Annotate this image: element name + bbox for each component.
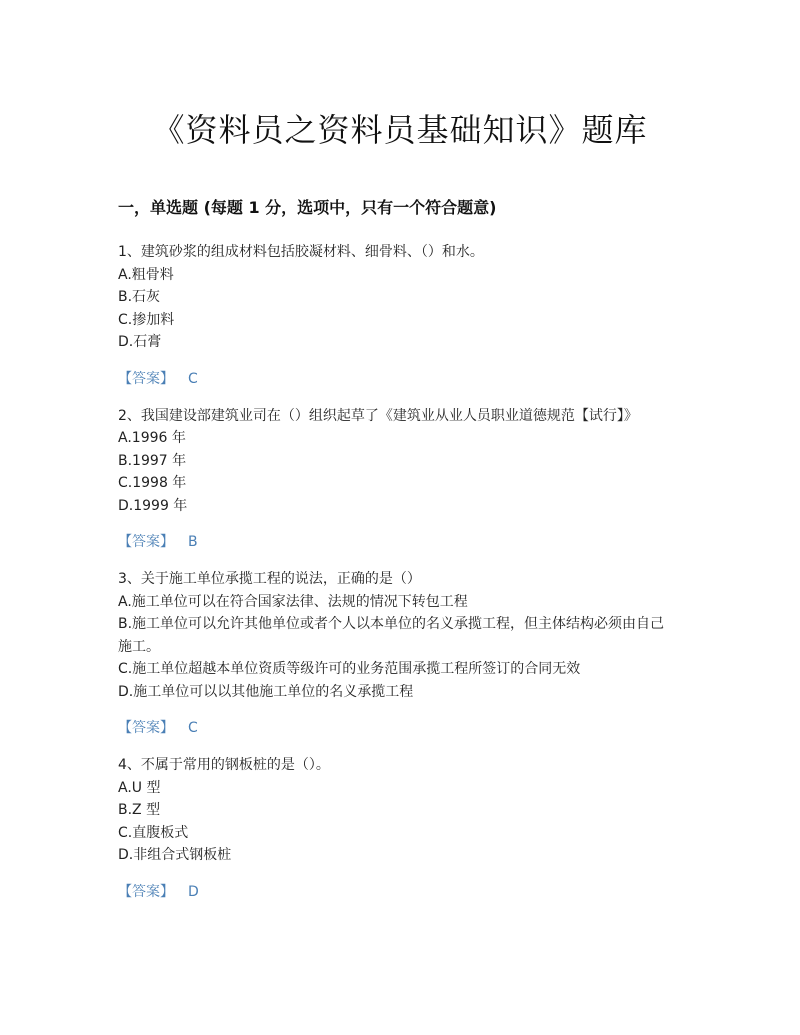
question-option: B.1997 年	[118, 452, 187, 469]
answer-line	[118, 881, 698, 903]
answer-value: C	[188, 720, 198, 736]
question-option: D.石膏	[118, 334, 162, 350]
question-option: A.施工单位可以在符合国家法律、法规的情况下转包工程	[118, 593, 468, 610]
section-heading: 一，单选题 (每题 1 分，选项中，只有一个符合题意)	[118, 198, 497, 217]
answer-line	[118, 368, 698, 390]
answer-line	[118, 531, 698, 553]
question-stem: 3、关于施工单位承揽工程的说法，正确的是（）	[118, 571, 421, 587]
question-option: C.1998 年	[118, 475, 187, 491]
question-option: A.粗骨料	[118, 266, 174, 283]
answer-label: 【答案】	[118, 534, 174, 550]
question-stem: 2、我国建设部建筑业司在（）组织起草了《建筑业从业人员职业道德规范【试行】》	[118, 407, 638, 424]
question-stem: 1、建筑砂浆的组成材料包括胶凝材料、细骨料、（）和水。	[118, 244, 484, 260]
answer-label: 【答案】	[118, 370, 174, 387]
question-block	[118, 241, 698, 390]
answer-label: 【答案】	[118, 883, 174, 900]
question-option: D.1999 年	[118, 497, 188, 514]
question-option: C.直腹板式	[118, 824, 189, 841]
question-option: D.施工单位可以以其他施工单位的名义承揽工程	[118, 683, 414, 700]
question-option: C.掺加料	[118, 311, 175, 328]
document-title: 《资料员之资料员基础知识》题库	[152, 111, 648, 149]
answer-line	[118, 717, 698, 739]
question-option: A.U 型	[118, 779, 161, 796]
answer-label: 【答案】	[118, 720, 174, 736]
question-block	[118, 568, 698, 739]
question-block	[118, 754, 698, 903]
question-option: 施工。	[118, 638, 160, 655]
question-option: B.施工单位可以允许其他单位或者个人以本单位的名义承揽工程，但主体结构必须由自己	[118, 616, 665, 632]
question-option: D.非组合式钢板桩	[118, 847, 232, 863]
question-option: B.Z 型	[118, 802, 161, 818]
question-stem: 4、不属于常用的钢板桩的是（）。	[118, 757, 330, 773]
answer-value: C	[188, 370, 198, 387]
answer-value: B	[188, 534, 198, 550]
question-block	[118, 405, 698, 554]
question-option: C.施工单位超越本单位资质等级许可的业务范围承揽工程所签订的合同无效	[118, 661, 581, 677]
question-option: A.1996 年	[118, 430, 186, 446]
question-list	[118, 241, 698, 918]
question-option: B.石灰	[118, 289, 161, 305]
answer-value: D	[188, 883, 199, 900]
